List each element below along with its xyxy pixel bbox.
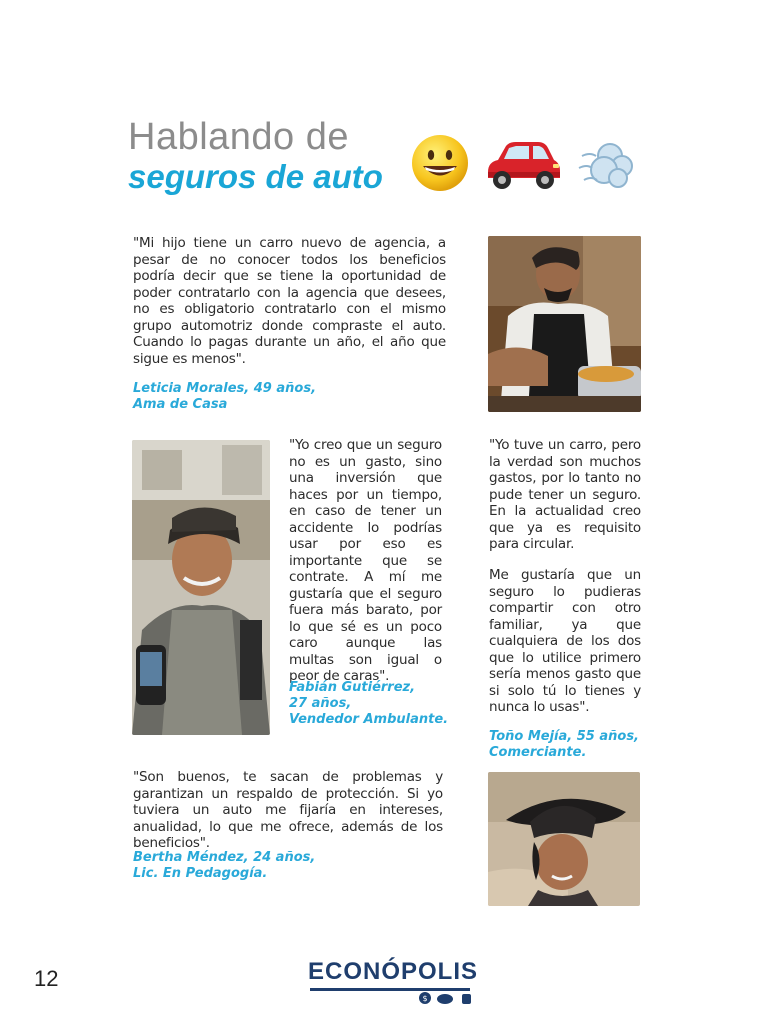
- testimonial-quote-4: "Son buenos, te sacan de problemas y garantizan un respaldo de protección. Si yo tuviera un auto me fijaría en intereses, anualidad, lo que me ofrece, además de los beneficios".: [133, 769, 443, 851]
- piggy-bank-icon: [437, 994, 453, 1004]
- testimonial-author-3: Toño Mejía, 55 años, Comerciante.: [489, 729, 639, 760]
- page-number: 12: [34, 966, 59, 991]
- testimonial-quote-3a: "Yo tuve un carro, pero la verdad son muchos gastos, por lo tanto no pude tener un seguro. En la actualidad creo que ya es requisito para circular.: [489, 437, 641, 552]
- page-subtitle: seguros de auto: [128, 158, 383, 195]
- brand-logo: ECONÓPOLIS: [308, 958, 479, 985]
- photo-cook: [488, 236, 641, 412]
- testimonial-author-1: Leticia Morales, 49 años, Ama de Casa: [133, 381, 317, 412]
- smiley-face-icon: [410, 133, 470, 193]
- testimonial-author-4: Bertha Méndez, 24 años, Lic. En Pedagogía.: [133, 850, 316, 881]
- logo-icons: [418, 990, 474, 1006]
- testimonial-quote-1: "Mi hijo tiene un carro nuevo de agencia, a pesar de no conocer todos los beneficios podría decir que se tiene la oportunidad de poder contratarlo con la agencia que desees, no es obligatorio contratarlo con el mismo grupo automotriz donde compraste el auto. Cuando lo pagas durante un año, el año que sigue es menos".: [133, 235, 446, 367]
- testimonial-author-2: Fabián Gutiérrez, 27 años, Vendedor Ambulante.: [289, 680, 449, 727]
- svg-text:$: $: [422, 994, 428, 1003]
- testimonial-quote-3b: Me gustaría que un seguro lo pudieras compartir con otro familiar, ya que cualquiera de los dos que lo utilice primero sería menos gasto que si solo tú lo tienes y nunca lo usas".: [489, 567, 641, 715]
- money-bag-icon: [462, 994, 471, 1004]
- page-title: Hablando de: [128, 116, 350, 158]
- exhaust-cloud-icon: [576, 138, 634, 192]
- testimonial-quote-2: "Yo creo que un seguro no es un gasto, sino una inversión que haces por un tiempo, en caso de tener un accidente lo podrías usar por eso es importante que se contrate. A mí me gustaría que el seguro fuera más barato, por lo que sé es un poco caro aunque las multas son igual o peor de caras".: [289, 437, 442, 684]
- photo-girl-hat: [488, 772, 640, 906]
- photo-young-man: [132, 440, 270, 735]
- red-car-icon: [482, 138, 562, 192]
